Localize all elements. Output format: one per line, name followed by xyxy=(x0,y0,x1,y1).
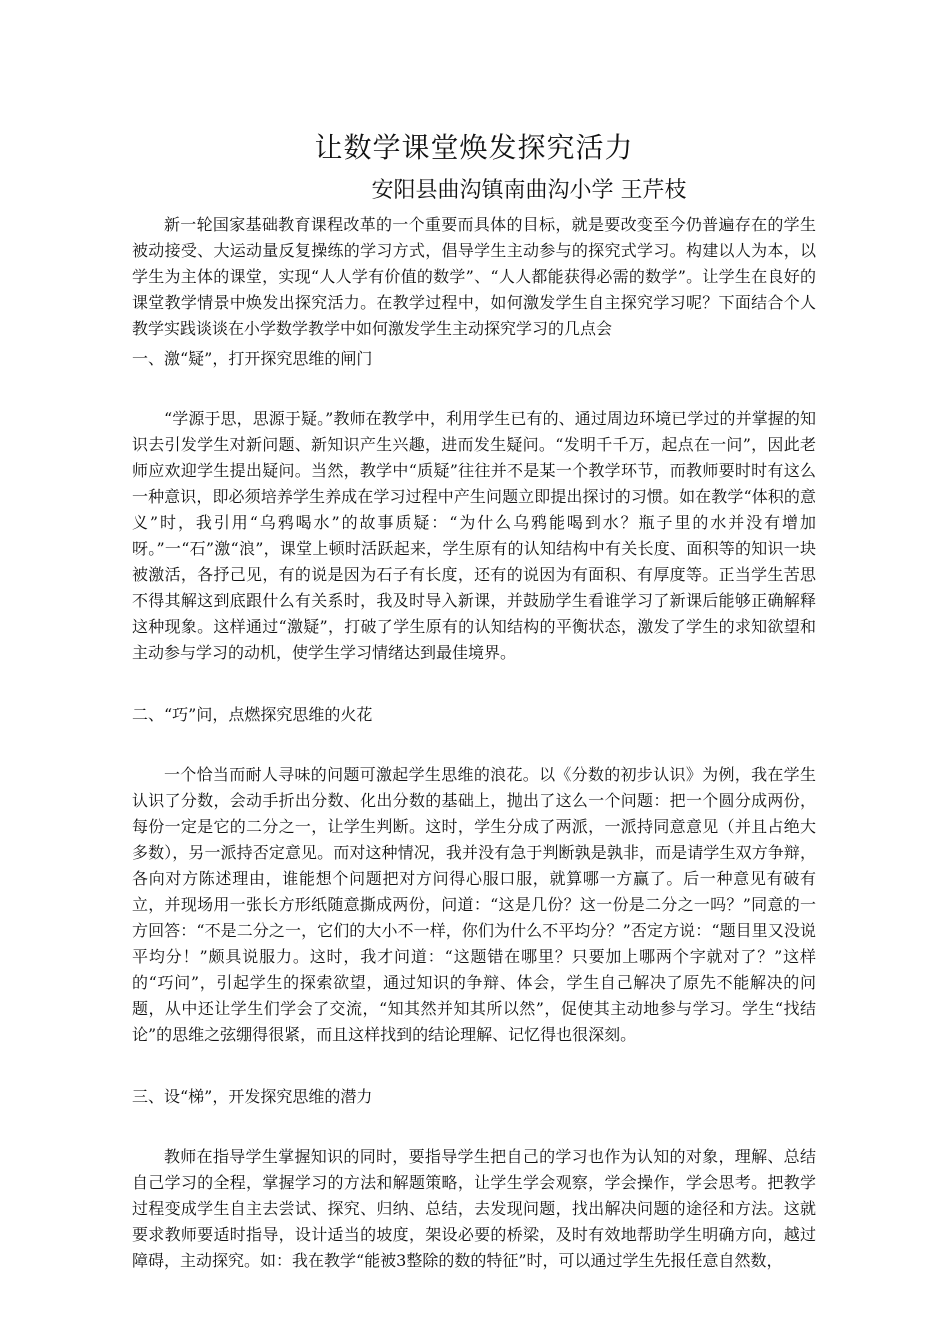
section-body-3: 教师在指导学生掌握知识的同时，要指导学生把自己的学习也作为认知的对象，理解、总结自己学习的全程，掌握学习的方法和解题策略，让学生学会观察，学会操作，学会思考。把教学过程变成学生自主去尝试、探究、归纳、总结，去发现问题，找出解决问题的途径和方法。这就要求教师要适时指导，设计适当的坡度，架设必要的桥梁，及时有效地帮助学生明确方向，越过障碍，主动探究。如：我在教学“能被3整除的数的特征”时，可以通过学生先报任意自然数， xyxy=(132,1147,816,1270)
document-page xyxy=(132,128,816,1274)
section-body-2: 一个恰当而耐人寻味的问题可激起学生思维的浪花。以《分数的初步认识》为例，我在学生认识了分数，会动手折出分数、化出分数的基础上，抛出了这么一个问题：把一个圆分成两份，每份一定是它的二分之一，让学生判断。这时，学生分成了两派，一派持同意意见（并且占绝大多数），另一派持否定意见。而对这种情况，我并没有急于判断孰是孰非，而是请学生双方争辩，各向对方陈述理由，谁能想个问题把对方问得心服口服，就算哪一方赢了。后一种意见有破有立，并现场用一张长方形纸随意撕成两份，问道：“这是几份？这一份是二分之一吗？”同意的一方回答：“不是二分之一，它们的大小不一样，你们为什么不平均分？”否定方说：“题目里又没说平均分！”颇具说服力。这时，我才问道：“这题错在哪里？只要加上哪两个字就对了？”这样的“巧问”，引起学生的探索欲望，通过知识的争辩、体会，学生自己解决了原先不能解决的问题，从中还让学生们学会了交流，“知其然并知其所以然”，促使其主动地参与学习。学生“找结论”的思维之弦绷得很紧，而且这样找到的结论理解、记忆得也很深刻。 xyxy=(132,765,816,1044)
intro-paragraph: 新一轮国家基础教育课程改革的一个重要而具体的目标，就是要改变至今仍普遍存在的学生被动接受、大运动量反复操练的学习方式，倡导学生主动参与的探究式学习。构建以人为本，以学生为主体的课堂，实现“人人学有价值的数学”、“人人都能获得必需的数学”。让学生在良好的课堂教学情景中焕发出探究活力。在教学过程中，如何激发学生自主探究学习呢？下面结合个人教学实践谈谈在小学数学教学中如何激发学生主动探究学习的几点会 xyxy=(132,215,816,338)
section-heading-1: 一、激“疑”，打开探究思维的闸门 xyxy=(132,349,373,368)
section-heading-3: 三、设“梯”，开发探究思维的潜力 xyxy=(132,1087,373,1106)
document-title: 让数学课堂焕发探究活力 xyxy=(314,131,634,164)
author-byline: 安阳县曲沟镇南曲沟小学 王芹枝 xyxy=(371,178,687,203)
section-body-1: “学源于思，思源于疑。”教师在教学中，利用学生已有的、通过周边环境已学过的并掌握的知识去引发学生对新问题、新知识产生兴趣，进而发生疑问。“发明千千万，起点在一问”，因此老师应欢迎学生提出疑问。当然，教学中“质疑”往往并不是某一个教学环节，而教师要时时有这么一种意识，即必须培养学生养成在学习过程中产生问题立即提出探讨的习惯。如在教学“体积的意义”时，我引用“乌鸦喝水”的故事质疑：“为什么乌鸦能喝到水？瓶子里的水并没有增加呀。”一“石”激“浪”，课堂上顿时活跃起来，学生原有的认知结构中有关长度、面积等的知识一块被激活，各抒己见，有的说是因为石子有长度，还有的说因为有面积、有厚度等。正当学生苦思不得其解这到底跟什么有关系时，我及时导入新课，并鼓励学生看谁学习了新课后能够正确解释这种现象。这样通过“激疑”，打破了学生原有的认知结构的平衡状态，激发了学生的求知欲望和主动参与学习的动机，使学生学习情绪达到最佳境界。 xyxy=(132,409,816,662)
section-heading-2: 二、“巧”问，点燃探究思维的火花 xyxy=(132,705,373,724)
